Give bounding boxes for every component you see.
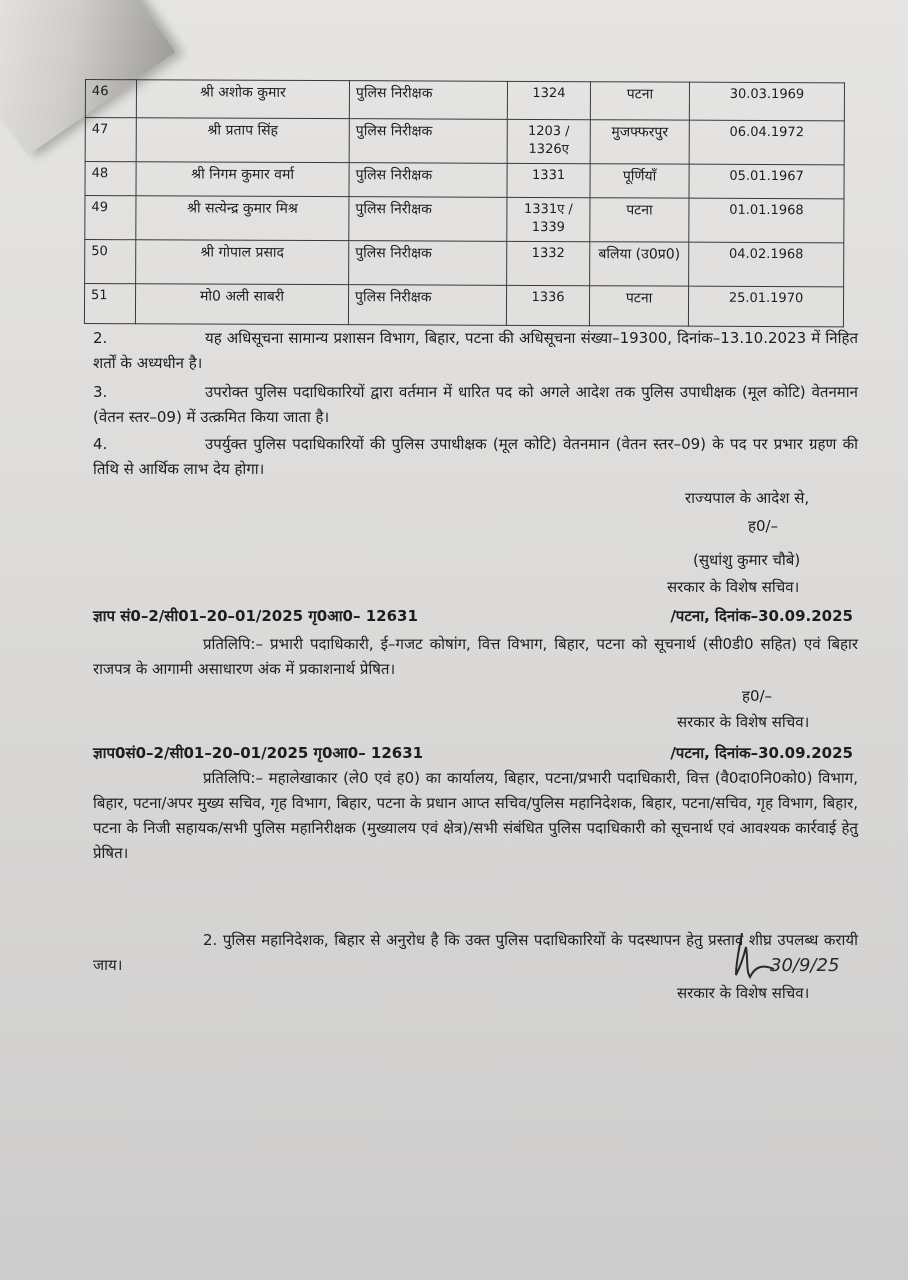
officer-name: श्री गोपाल प्रसाद bbox=[136, 240, 349, 285]
memo-2-ref: ज्ञाप0सं0–2/सी01–20–01/2025 गृ0आ0– 12631 bbox=[93, 744, 424, 762]
paragraph-2-number: 2. bbox=[93, 329, 108, 347]
memo-2-copy bbox=[93, 766, 858, 866]
officer-birth-date: 05.01.1967 bbox=[689, 164, 844, 199]
paragraph-4-text: उपर्युक्त पुलिस पदाधिकारियों की पुलिस उपाधीक्षक (मूल कोटि) वेतनमान (वेतन स्तर–09) के पद पर प्रभार ग्रहण की तिथि से आर्थिक लाभ देय होगा। bbox=[93, 435, 858, 478]
table-row bbox=[85, 240, 844, 287]
officer-district: पटना bbox=[590, 82, 689, 120]
officer-name: श्री सत्येन्द्र कुमार मिश्र bbox=[136, 196, 349, 241]
officer-name: मो0 अली साबरी bbox=[135, 284, 348, 325]
memo-1-copy bbox=[93, 632, 858, 682]
signatory-name: (सुधांशु कुमार चौबे) bbox=[693, 551, 801, 569]
officer-birth-date: 06.04.1972 bbox=[689, 120, 844, 165]
table-row bbox=[85, 162, 844, 199]
signed-mark-2: ह0/– bbox=[742, 687, 773, 705]
row-serial-number: 46 bbox=[85, 80, 136, 118]
table-row bbox=[84, 284, 843, 327]
officer-id: 1331 bbox=[507, 163, 590, 197]
table-row bbox=[85, 80, 844, 121]
officer-birth-date: 25.01.1970 bbox=[688, 286, 843, 327]
table-row bbox=[85, 196, 844, 243]
table-row bbox=[85, 118, 844, 165]
handwritten-signature bbox=[730, 925, 840, 985]
officer-rank: पुलिस निरीक्षक bbox=[349, 119, 507, 164]
officer-rank: पुलिस निरीक्षक bbox=[348, 285, 506, 326]
memo-1-reference bbox=[93, 606, 853, 626]
memo-2-copy-text: प्रतिलिपि:– महालेखाकार (ले0 एवं ह0) का कार्यालय, बिहार, पटना/प्रभारी पदाधिकारी, वित्त (वै0दा0नि0को0) विभाग, बिहार, पटना/अपर मुख्य सचिव, गृह विभाग, बिहार, पटना के प्रधान आप्त सचिव/पुलिस महानिदेशक, बिहार, पटना/सचिव, गृह विभाग, बिहार, पटना के निजी सहायक/सभी पुलिस महानिरीक्षक (मुख्यालय एवं क्षेत्र)/सभी संबंधित पुलिस पदाधिकारी को सूचनार्थ एवं आवश्यक कार्रवाई हेतु प्रेषित। bbox=[93, 769, 858, 862]
row-serial-number: 51 bbox=[84, 284, 135, 324]
officer-table bbox=[84, 79, 845, 327]
officer-birth-date: 30.03.1969 bbox=[689, 82, 844, 121]
officer-id: 1331ए / 1339 bbox=[507, 197, 590, 241]
signatory-designation-1: सरकार के विशेष सचिव। bbox=[667, 578, 800, 596]
signatory-designation-3: सरकार के विशेष सचिव। bbox=[677, 984, 810, 1002]
officer-id: 1332 bbox=[507, 241, 590, 285]
signed-mark-1: ह0/– bbox=[748, 517, 779, 535]
officer-birth-date: 04.02.1968 bbox=[689, 242, 844, 287]
paragraph-2 bbox=[93, 326, 858, 376]
memo-1-copy-text: प्रतिलिपि:– प्रभारी पदाधिकारी, ई–गजट कोषांग, वित्त विभाग, बिहार, पटना को सूचनार्थ (सी0डी0 सहित) एवं बिहार राजपत्र के आगामी असाधारण अंक में प्रकाशनार्थ प्रेषित। bbox=[93, 635, 858, 678]
officer-district: पटना bbox=[589, 286, 688, 326]
officer-id: 1203 / 1326ए bbox=[507, 119, 590, 163]
row-serial-number: 50 bbox=[85, 240, 136, 284]
officer-rank: पुलिस निरीक्षक bbox=[349, 241, 507, 286]
officer-district: मुजफ्फरपुर bbox=[590, 120, 689, 164]
memo-1-date: /पटना, दिनांक–30.09.2025 bbox=[670, 607, 853, 625]
paragraph-3 bbox=[93, 380, 858, 430]
row-serial-number: 47 bbox=[85, 118, 136, 162]
paragraph-2-text: यह अधिसूचना सामान्य प्रशासन विभाग, बिहार, पटना की अधिसूचना संख्या–19300, दिनांक–13.10.2023 में निहित शर्तों के अध्यधीन है। bbox=[93, 329, 858, 372]
officer-rank: पुलिस निरीक्षक bbox=[349, 163, 507, 198]
governor-order: राज्यपाल के आदेश से, bbox=[685, 489, 810, 507]
officer-birth-date: 01.01.1968 bbox=[689, 198, 844, 243]
officer-name: श्री अशोक कुमार bbox=[136, 80, 349, 119]
officer-district: पटना bbox=[590, 198, 689, 242]
memo-1-ref: ज्ञाप सं0–2/सी01–20–01/2025 गृ0आ0– 12631 bbox=[93, 607, 418, 625]
officer-name: श्री प्रताप सिंह bbox=[136, 118, 349, 163]
signatory-designation-2: सरकार के विशेष सचिव। bbox=[677, 713, 810, 731]
officer-rank: पुलिस निरीक्षक bbox=[349, 197, 507, 242]
officer-name: श्री निगम कुमार वर्मा bbox=[136, 162, 349, 197]
paragraph-4 bbox=[93, 432, 858, 482]
officer-id: 1324 bbox=[507, 81, 590, 119]
paragraph-3-number: 3. bbox=[93, 383, 108, 401]
officer-district: बलिया (उ0प्र0) bbox=[590, 242, 689, 286]
row-serial-number: 49 bbox=[85, 196, 136, 240]
paragraph-4-number: 4. bbox=[93, 435, 108, 453]
officer-district: पूर्णियाँ bbox=[590, 164, 689, 198]
memo-2-request-text: 2. पुलिस महानिदेशक, बिहार से अनुरोध है कि उक्त पुलिस पदाधिकारियों के पदस्थापन हेतु प्रस्ताव शीघ्र उपलब्ध करायी जाय। bbox=[93, 931, 858, 974]
paragraph-3-text: उपरोक्त पुलिस पदाधिकारियों द्वारा वर्तमान में धारित पद को अगले आदेश तक पुलिस उपाधीक्षक (मूल कोटि) वेतनमान (वेतन स्तर–09) में उत्क्रमित किया जाता है। bbox=[93, 383, 858, 426]
memo-2-reference bbox=[93, 743, 853, 763]
signature-date: 30/9/25 bbox=[770, 955, 840, 976]
officer-rank: पुलिस निरीक्षक bbox=[349, 81, 507, 120]
row-serial-number: 48 bbox=[85, 162, 136, 196]
officer-id: 1336 bbox=[506, 285, 589, 325]
memo-2-date: /पटना, दिनांक–30.09.2025 bbox=[670, 744, 853, 762]
